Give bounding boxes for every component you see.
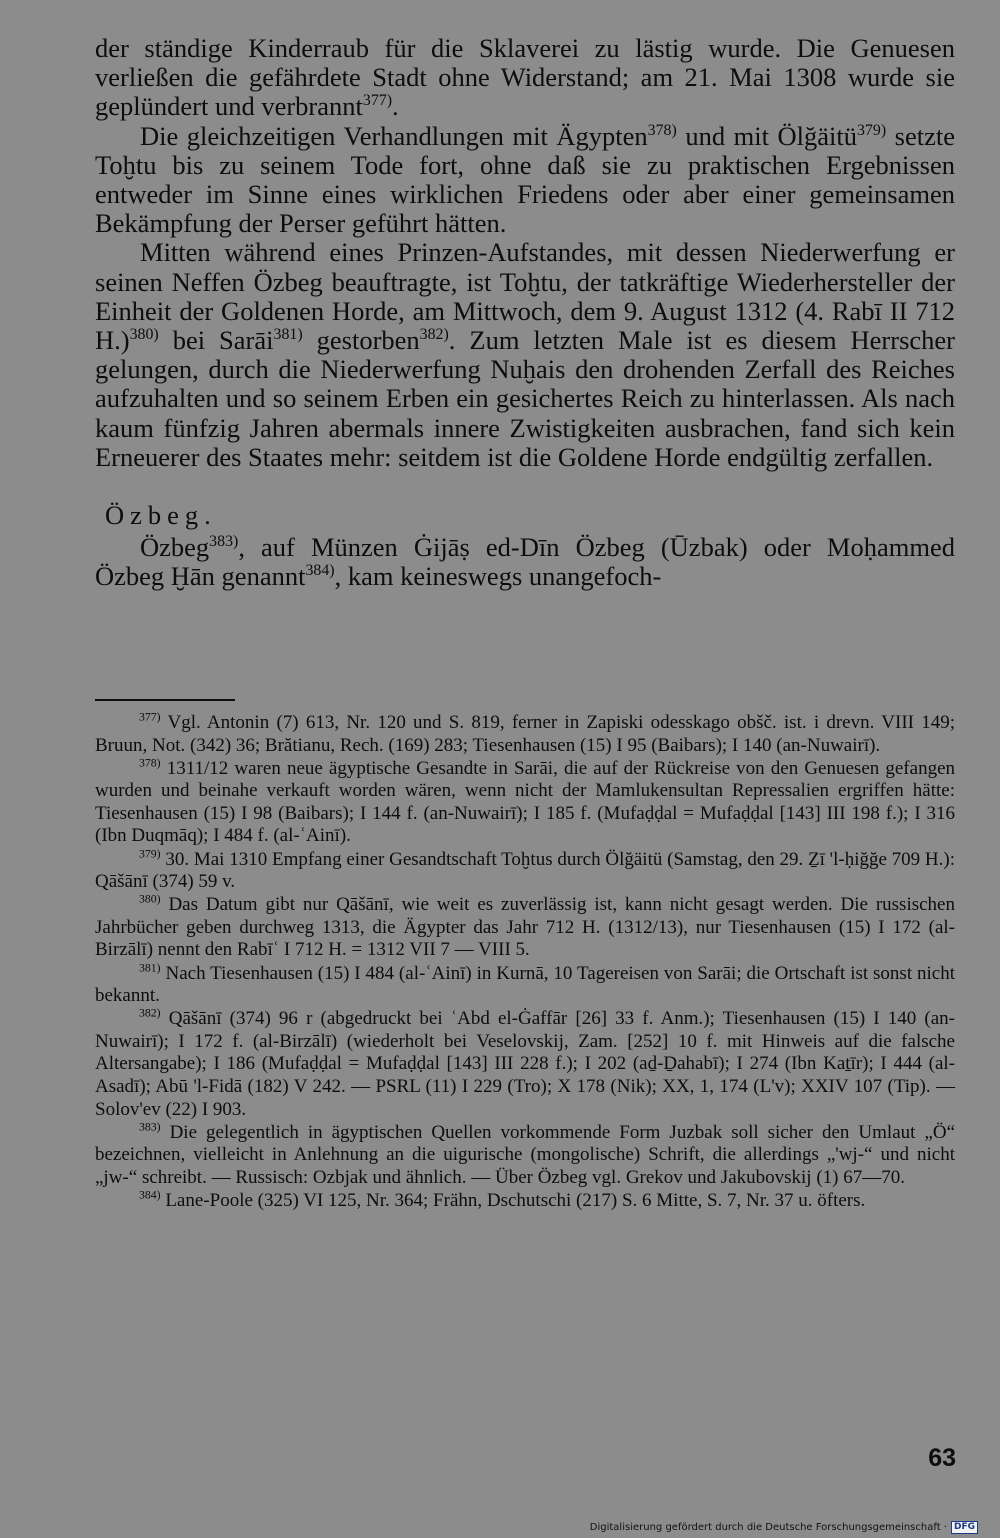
- paragraph-1: [95, 34, 955, 122]
- footnote: [95, 1122, 955, 1190]
- para1-text: der ständige Kinderraub für die Sklaverei zu lästig wurde. Die Genuesen verließen die gefährdete Stadt ohne Widerstand; am 21. Mai 1308 wurde sie geplündert und verbrannt: [95, 33, 955, 122]
- footnote-text: Die gelegentlich in ägyptischen Quellen vorkommende Form Juzbak soll sicher den Umlaut „Ö“ bezeichnen, vielleicht in Anlehnung an die uigurische (mongolische) Schrift, die allerdings „'wj-“ und nicht „jw-“ schreibt. — Russisch: Ozbjak und ähnlich. — Über Özbeg vgl. Grekov und Jakubovskij (1) 67—70.: [95, 1121, 956, 1188]
- footnote-ref-378[interactable]: 378): [647, 121, 677, 139]
- para2-text-a: Die gleichzeitigen Verhandlungen mit Ägypten: [140, 120, 648, 151]
- para2-text-b: und mit Ölğäitü: [676, 120, 857, 151]
- digitization-credit: [590, 1521, 978, 1534]
- footnote: [95, 849, 955, 894]
- footnote-ref-383[interactable]: 383): [209, 533, 239, 551]
- para3-text-c: gestorben: [302, 325, 420, 356]
- para3-text-b: bei Sarāi: [158, 325, 274, 356]
- section-heading: Özbeg.: [105, 500, 217, 531]
- footnote: [95, 758, 955, 848]
- footnote-number: 382): [139, 1006, 161, 1020]
- footnote-text: Qāšānī (374) 96 r (abgedruckt bei ʿAbd el-Ġaffār [26] 33 f. Anm.); Tiesenhausen (15) I 140 (an-Nuwairī); I 172 f. (al-Birzālī) (wiederholt bei Veselovskij, Zam. [252] 10 f. mit Hinweis auf die falsche Altersangabe); I 186 (Mufaḍḍal = Mufaḍḍal [143] III 228 f.); I 202 (aḏ-Ḏahabī); I 274 (Ibn Kaṯīr); I 444 (al-Asadī); Abū 'l-Fidā (182) V 242. — PSRL (11) I 229 (Tro); X 178 (Nik); XX, 1, 174 (L'v); XXIV 107 (Tip). — Solov'ev (22) I 903.: [95, 1008, 956, 1120]
- footnote: [95, 1008, 955, 1121]
- footnote-text: 30. Mai 1310 Empfang einer Gesandtschaft Toḫtus durch Ölğäitü (Samstag, den 29. Ẕī 'l-ḥiğğe 709 H.): Qāšānī (374) 59 v.: [95, 848, 956, 893]
- para4-text-c: , kam keineswegs unangefoch-: [334, 561, 662, 592]
- footnotes: [95, 712, 955, 1213]
- footnote-ref-381[interactable]: 381): [273, 326, 303, 344]
- footnote-text: Lane-Poole (325) VI 125, Nr. 364; Frähn, Dschutschi (217) S. 6 Mitte, S. 7, Nr. 37 u. öfters.: [165, 1189, 866, 1211]
- para2-text-c: setzte Toḫtu bis zu seinem Tode fort, ohne daß sie zu praktischen Ergebnissen entweder im Sinne eines wirklichen Friedens oder aber einer gemeinsamen Bekämpfung der Perser geführt hätten.: [95, 120, 955, 239]
- footnote: [95, 894, 955, 962]
- dfg-logo-icon: DFG: [951, 1521, 978, 1534]
- footnote-number: 377): [139, 710, 161, 724]
- footnote-ref-384[interactable]: 384): [305, 562, 335, 580]
- para4-text-a: Özbeg: [140, 532, 210, 563]
- main-text: [95, 34, 955, 592]
- para4-text-b: , auf Münzen Ġijāṣ ed-Dīn Özbeg (Ūzbak) oder Moḥammed Özbeg Ḫān genannt: [95, 532, 955, 592]
- paragraph-2: [95, 122, 955, 239]
- para3-text-d: . Zum letzten Male ist es diesem Herrscher gelungen, durch die Niederwerfung Nuḫais den drohenden Zerfall des Reiches aufzuhalten und so seinem Erben ein gesichertes Reich zu hinterlassen. Als nach kaum fünfzig Jahren abermals innere Zwistigkeiten ausbrachen, fand sich kein Erneuerer des Staates mehr: seitdem ist die Goldene Horde endgültig zerfallen.: [95, 325, 955, 472]
- footnote-ref-379[interactable]: 379): [856, 121, 887, 139]
- footnote: [95, 1190, 955, 1213]
- para3-text-a: Mitten während eines Prinzen-Aufstandes, mit dessen Niederwerfung er seinen Neffen Özbeg beauftragte, ist Toḫtu, der tatkräftige Wiederhersteller der Einheit der Goldenen Horde, am Mittwoch, dem 9. August 1312 (4. Rabī II 712 H.): [95, 237, 955, 356]
- footnote-text: Das Datum gibt nur Qāšānī, wie weit es zuverlässig ist, kann nicht gesagt werden. Die russischen Jahrbücher geben durchweg 1313, die Ägypter das Jahr 712 H. (1312/13), nur Tiesenhausen (15) I 172 (al-Birzālī) nennt den Rabīʿ I 712 H. = 1312 VII 7 — VIII 5.: [95, 894, 955, 961]
- footnote-text: 1311/12 waren neue ägyptische Gesandte in Sarāi, die auf der Rückreise von den Genuesen gefangen wurden und beinahe verkauft worden wären, wenn nicht der Mamlukensultan Repressalien ergriffen hätte: Tiesenhausen (15) I 98 (Baibars); I 144 f. (an-Nuwairī); I 185 f. (Mufaḍḍal = Mufaḍḍal [143] III 198 f.); I 316 (Ibn Duqmāq); I 484 f. (al-ʿAinī).: [95, 757, 955, 847]
- footnote-ref-377[interactable]: 377): [362, 92, 393, 110]
- footnote-text: Vgl. Antonin (7) 613, Nr. 120 und S. 819, ferner in Zapiski odesskago obšč. ist. i drevn. VIII 149; Bruun, Not. (342) 36; Brătianu, Rech. (169) 283; Tiesenhausen (15) I 95 (Baibars); I 140 (an-Nuwairī).: [95, 712, 955, 756]
- footnote-number: 379): [139, 847, 161, 861]
- page-number: 63: [928, 1444, 956, 1472]
- footnote-number: 381): [139, 961, 161, 975]
- footnote-text: Nach Tiesenhausen (15) I 484 (al-ʿAinī) in Kurnā, 10 Tagereisen von Sarāi; die Ortschaft ist sonst nicht bekannt.: [95, 962, 955, 1007]
- footnote-number: 383): [139, 1120, 161, 1134]
- footnote: [95, 963, 955, 1008]
- paragraph-3: [95, 238, 955, 472]
- footnote: [95, 712, 955, 757]
- footnote-ref-380[interactable]: 380): [129, 326, 159, 344]
- footnote-number: 384): [139, 1188, 161, 1202]
- credit-text: Digitalisierung gefördert durch die Deutsche Forschungsgemeinschaft ·: [589, 1522, 947, 1533]
- footnote-number: 380): [139, 892, 161, 906]
- paragraph-4: [95, 533, 955, 591]
- footnote-ref-382[interactable]: 382): [419, 326, 449, 344]
- footnote-number: 378): [139, 756, 161, 770]
- footnote-divider: [95, 699, 235, 701]
- para1-end: .: [392, 91, 399, 122]
